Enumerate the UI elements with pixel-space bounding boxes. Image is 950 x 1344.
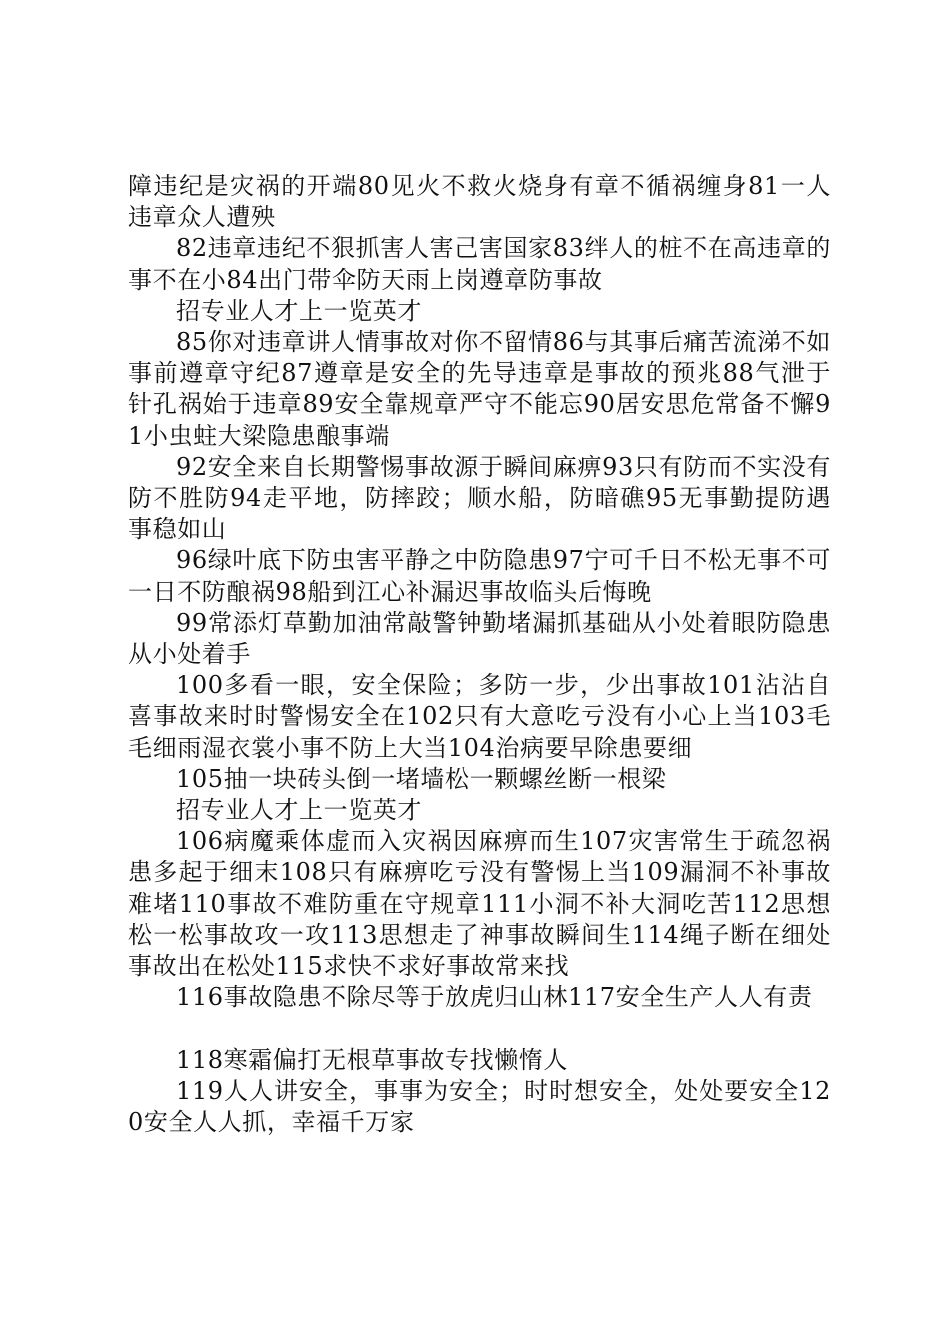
paragraph-5: 92安全来自长期警惕事故源于瞬间麻痹93只有防而不实没有防不胜防94走平地，防摔跤；顺水船，防暗礁95无事勤提防遇事稳如山 <box>128 452 831 544</box>
paragraph-4: 85你对违章讲人情事故对你不留情86与其事后痛苦流涕不如事前遵章守纪87遵章是安全的先导违章是事故的预兆88气泄于针孔祸始于违章89安全靠规章严守不能忘90居安思危常备不懈91小虫蛀大梁隐患酿事端 <box>128 328 831 450</box>
paragraph-2: 82违章违纪不狠抓害人害己害国家83绊人的桩不在高违章的事不在小84出门带伞防天雨上岗遵章防事故 <box>128 234 831 294</box>
paragraph-14: 119人人讲安全，事事为安全；时时想安全，处处要安全120安全人人抓，幸福千万家 <box>128 1076 831 1137</box>
document-body <box>128 171 831 1138</box>
paragraph-10: 招专业人才上一览英才 <box>176 796 422 825</box>
paragraph-6: 96绿叶底下防虫害平静之中防隐患97宁可千日不松无事不可一日不防酿祸98船到江心补漏迟事故临头后悔晚 <box>128 546 831 606</box>
paragraph-13: 118寒霜偏打无根草事故专找懒惰人 <box>176 1045 569 1074</box>
blank-line <box>128 1013 831 1044</box>
paragraph-3: 招专业人才上一览英才 <box>176 296 422 325</box>
paragraph-11: 106病魔乘体虚而入灾祸因麻痹而生107灾害常生于疏忽祸患多起于细末108只有麻痹吃亏没有警惕上当109漏洞不补事故难堵110事故不难防重在守规章111小洞不补大洞吃苦112思想松一松事故攻一攻113思想走了神事故瞬间生114绳子断在细处事故出在松处115求快不求好事故常来找 <box>128 827 831 981</box>
paragraph-9: 105抽一块砖头倒一堵墙松一颗螺丝断一根梁 <box>176 764 667 793</box>
paragraph-7: 99常添灯草勤加油常敲警钟勤堵漏抓基础从小处着眼防隐患从小处着手 <box>128 608 831 669</box>
paragraph-12: 116事故隐患不除尽等于放虎归山林117安全生产人人有责 <box>176 983 813 1012</box>
paragraph-8: 100多看一眼，安全保险；多防一步，少出事故101沾沾自喜事故来时时警惕安全在102只有大意吃亏没有小心上当103毛毛细雨湿衣裳小事不防上大当104治病要早除患要细 <box>128 671 831 762</box>
paragraph-1: 障违纪是灾祸的开端80见火不救火烧身有章不循祸缠身81一人违章众人遭殃 <box>128 172 831 232</box>
